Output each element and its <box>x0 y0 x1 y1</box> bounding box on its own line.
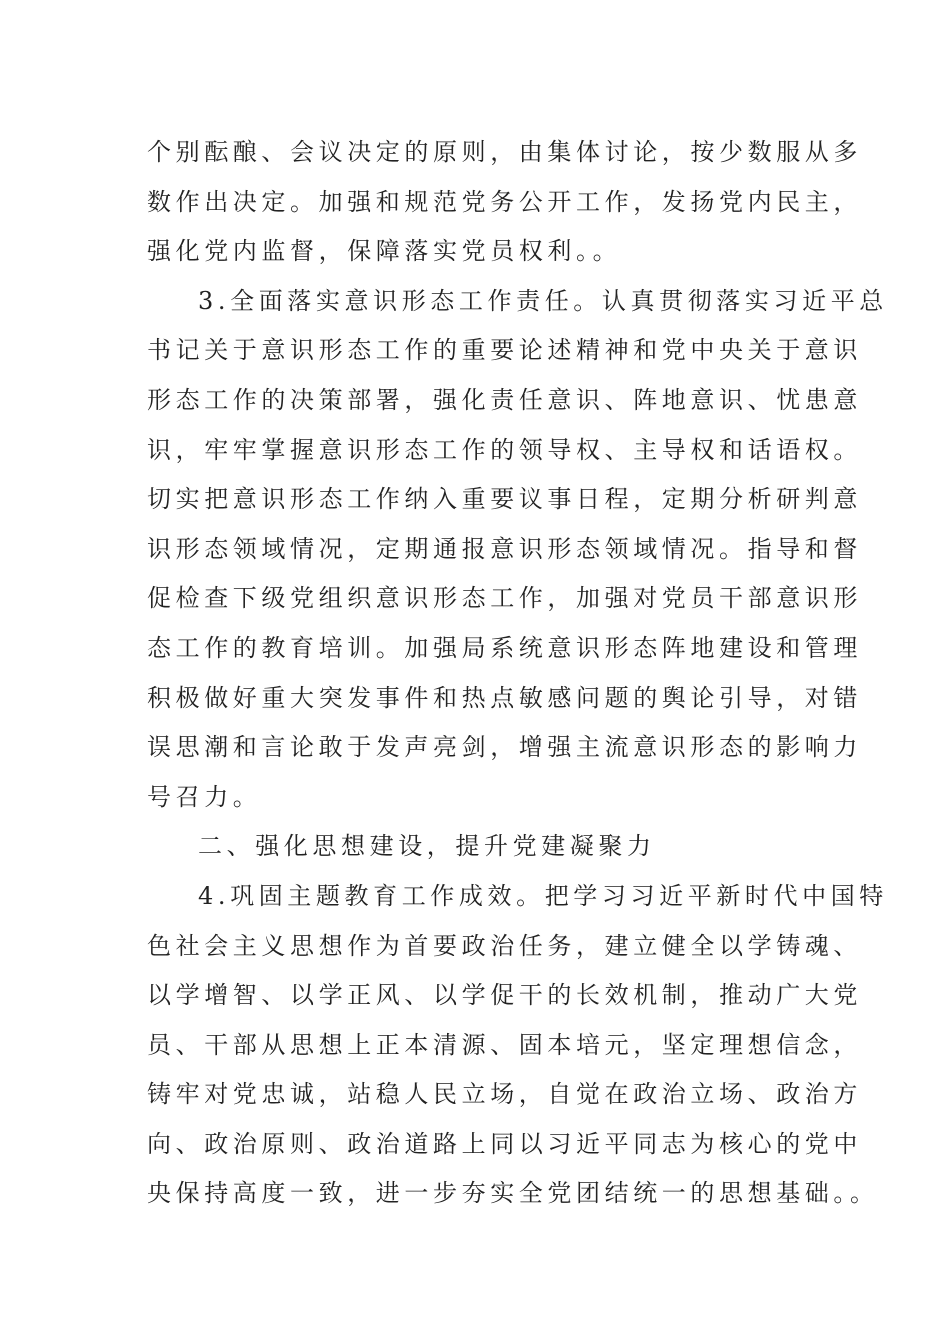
body-text-line: 识形态领域情况，定期通报意识形态领域情况。指导和督 <box>147 534 862 563</box>
document-body <box>147 128 888 1219</box>
body-text-line: 态工作的教育培训。加强局系统意识形态阵地建设和管理 <box>147 633 862 662</box>
body-text-line: 员、干部从思想上正本清源、固本培元，坚定理想信念， <box>147 1030 862 1059</box>
body-text-line: 色社会主义思想作为首要政治任务，建立健全以学铸魂、 <box>147 931 862 960</box>
body-text-line: 促检查下级党组织意识形态工作，加强对党员干部意识形 <box>147 584 862 613</box>
body-text-line: 个别酝酿、会议决定的原则，由集体讨论，按少数服从多 <box>147 138 862 166</box>
section-item-3-heading-line: 3.全面落实意识形态工作责任。认真贯彻落实习近平总 <box>198 286 888 315</box>
body-text-line: 形态工作的决策部署，强化责任意识、阵地意识、忧患意 <box>147 385 862 414</box>
body-text-line: 切实把意识形态工作纳入重要议事日程，定期分析研判意 <box>147 485 862 514</box>
body-text-line: 积极做好重大突发事件和热点敏感问题的舆论引导，对错 <box>147 683 862 712</box>
body-text-line: 铸牢对党忠诚，站稳人民立场，自觉在政治立场、政治方 <box>147 1080 862 1109</box>
body-text-line: 误思潮和言论敢于发声亮剑，增强主流意识形态的影响力 <box>147 733 862 762</box>
body-text-line: 识，牢牢掌握意识形态工作的领导权、主导权和话语权。 <box>147 435 862 464</box>
body-text-line: 向、政治原则、政治道路上同以习近平同志为核心的党中 <box>147 1129 862 1158</box>
body-text-line: 书记关于意识形态工作的重要论述精神和党中央关于意识 <box>147 336 862 365</box>
section-heading-two: 二、强化思想建设，提升党建凝聚力 <box>198 832 656 861</box>
body-text-line: 号召力。 <box>147 782 262 811</box>
body-text-line: 强化党内监督，保障落实党员权利。。 <box>147 237 622 266</box>
body-text-line: 数作出决定。加强和规范党务公开工作，发扬党内民主， <box>147 187 862 216</box>
section-item-4-heading-line: 4.巩固主题教育工作成效。把学习习近平新时代中国特 <box>198 881 888 910</box>
body-text-line: 以学增智、以学正风、以学促干的长效机制，推动广大党 <box>147 981 862 1010</box>
body-text-line: 央保持高度一致，进一步夯实全党团结统一的思想基础。。 <box>147 1179 879 1208</box>
